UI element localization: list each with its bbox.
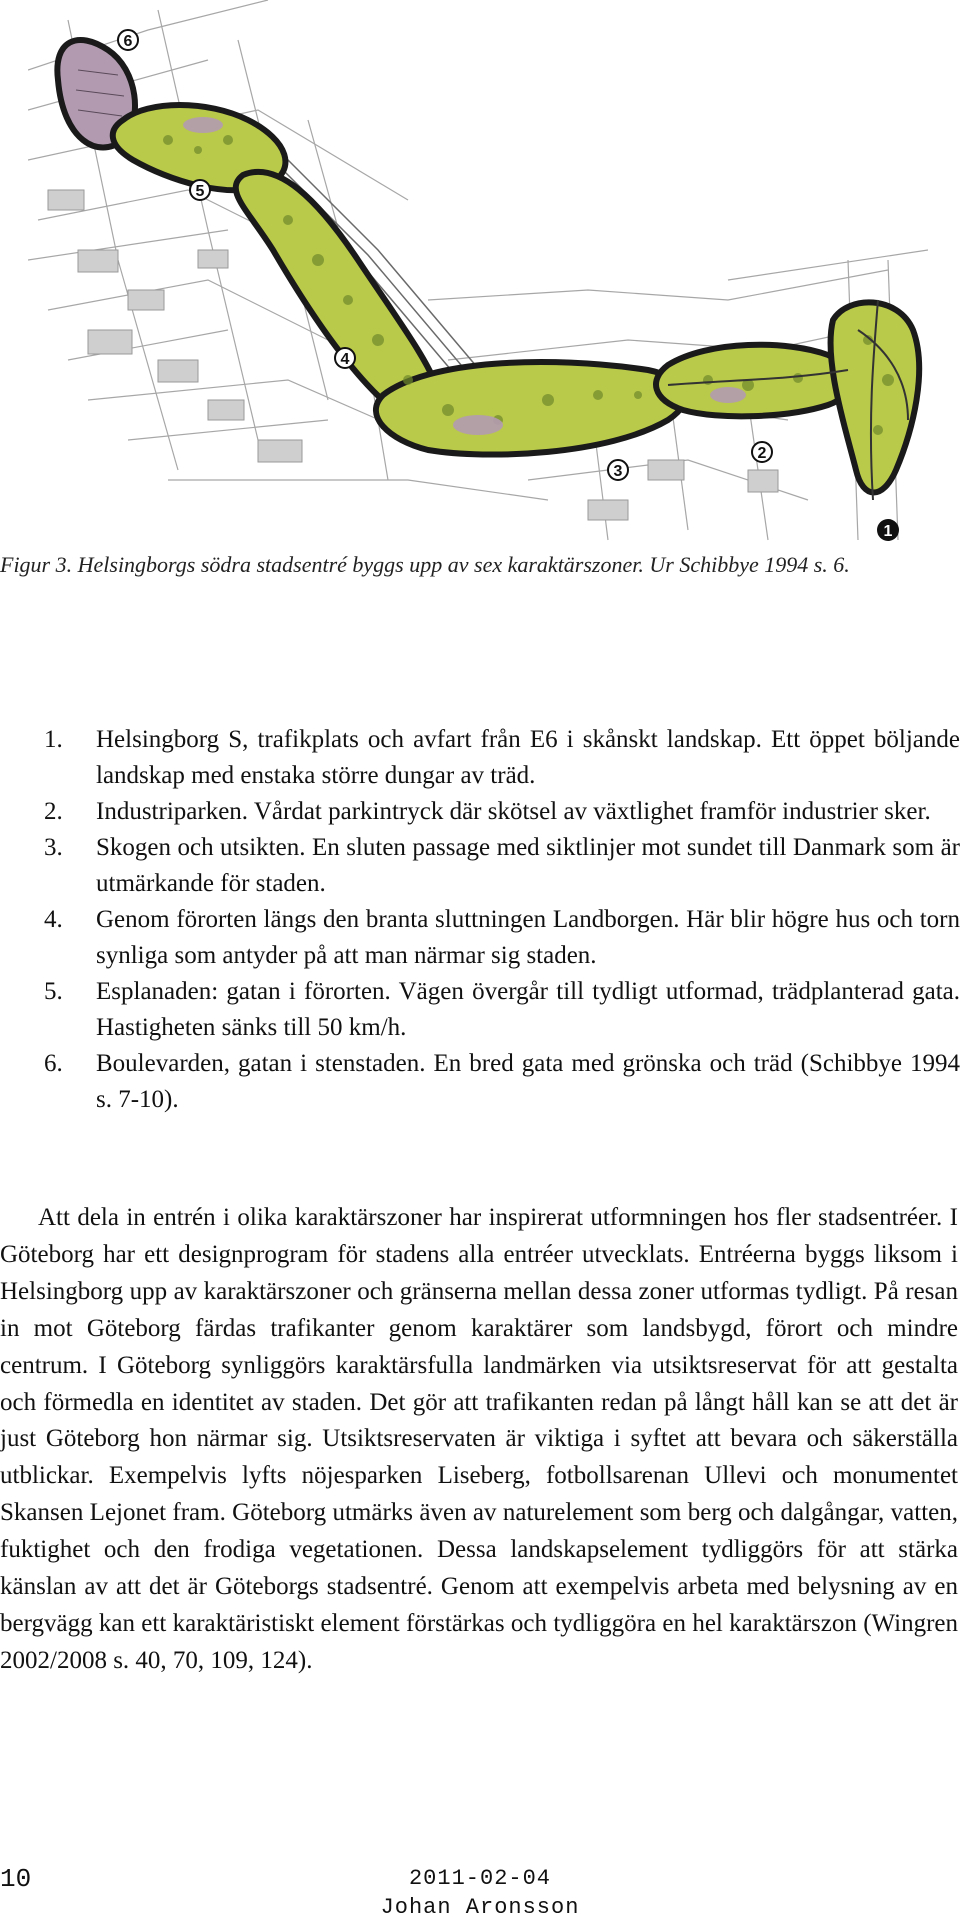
list-item [0,794,960,830]
list-item [0,974,960,1046]
list-item-text: Skogen och utsikten. En sluten passage med siktlinjer mot sundet till Danmark som är utmärkande för staden. [96,834,960,897]
zone-marker-2: 2 [757,445,767,462]
list-item-text: Helsingborg S, trafikplats och avfart från E6 i skånskt landskap. Ett öppet böljande landskap med enstaka större dungar av träd. [96,726,960,789]
list-item-number: 3. [44,834,63,861]
footer-date: 2011-02-04 [408,1866,552,1891]
zone-marker-5: 5 [195,183,205,200]
body-paragraph: Att dela in entrén i olika karaktärszoner har inspirerat utformningen hos fler stadsentréer. I Göteborg har ett designprogram för stadens alla entréer utvecklats. Entréerna byggs liksom i Helsingborg upp av karaktärszoner och gränserna mellan dessa zoner utformas tydligt. På resan in mot Göteborg färdas trafikanter genom karaktärer som landsbygd, förort och mindre centrum. I Göteborg synliggörs karaktärsfulla landmärken via utsiktsreservat för att gestalta och förmedla en identitet av staden. Det gör att trafikanten redan på långt håll kan se att det är just Göteborg hon närmar sig. Utsiktsreservaten är viktiga i syftet att bevara och säkerställa utblickar. Exempelvis lyfts nöjesparken Liseberg, fotbollsarenan Ullevi och monumentet Skansen Lejonet fram. Göteborg utmärks även av naturelement som berg och dalgångar, vatten, fuktighet och den frodiga vegetationen. Dessa landskapselement tydliggörs för att stärka känslan av att det är Göteborgs stadsentré. Genom att exempelvis arbeta med belysning av en bergvägg kan ett karaktäristiskt element förstärkas och tydliggöra en hel karaktärszon (Wingren 2002/2008 s. 40, 70, 109, 124). [0,1204,958,1674]
list-item-text: Genom förorten längs den branta sluttningen Landborgen. Här blir högre hus och torn synliga som antyder på att man närmar sig staden. [96,906,960,969]
list-item-text: Industriparken. Vårdat parkintryck där skötsel av växtlighet framför industrier sker. [96,798,931,825]
list-item-text: Esplanaden: gatan i förorten. Vägen övergår till tydligt utformad, trädplanterad gata. Hastigheten sänks till 50 km/h. [96,978,960,1041]
list-item-number: 6. [44,1050,63,1077]
zone-marker-4: 4 [340,351,350,368]
list-item-text: Boulevarden, gatan i stenstaden. En bred gata med grönska och träd (Schibbye 1994 s. 7-10). [96,1050,960,1113]
list-item-number: 2. [44,798,63,825]
list-item [0,1046,960,1118]
list-item [0,902,960,974]
zone-marker-1: 1 [883,523,893,540]
zone-list [0,722,960,1118]
zone-map-figure [28,0,928,548]
figure-caption: Figur 3. Helsingborgs södra stadsentré byggs upp av sex karaktärszoner. Ur Schibbye 1994 s. 6. [0,552,850,577]
page-number: 10 [0,1864,32,1894]
footer-author: Johan Aronsson [380,1895,580,1920]
page-footer [0,1862,960,1926]
list-item [0,722,960,794]
list-item-number: 5. [44,978,63,1005]
list-item-number: 4. [44,906,63,933]
list-item [0,830,960,902]
zone-marker-6: 6 [123,33,133,50]
list-item-number: 1. [44,726,63,753]
zone-marker-3: 3 [613,463,623,480]
map-illustration-icon [28,0,928,548]
